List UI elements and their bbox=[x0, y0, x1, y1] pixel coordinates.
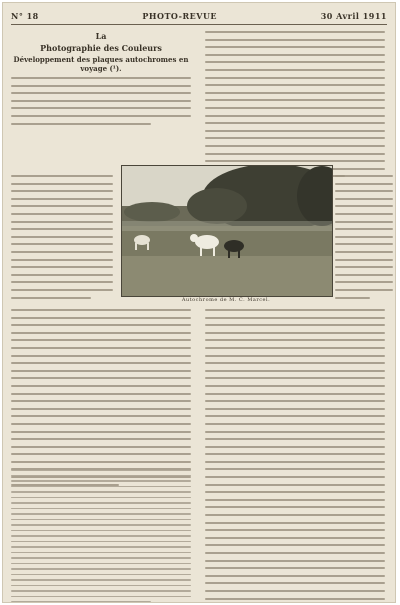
article-title-small: La bbox=[95, 31, 107, 41]
journal-name: PHOTO-REVUE bbox=[142, 11, 218, 21]
page-header bbox=[11, 9, 387, 23]
newspaper-page bbox=[2, 2, 396, 603]
left-narrow-text bbox=[11, 175, 113, 304]
left-text-top bbox=[11, 77, 191, 125]
header-rule bbox=[11, 24, 387, 25]
article-subtitle: Développement des plaques autochromes en voyage (¹). bbox=[13, 55, 189, 73]
footnotes bbox=[11, 469, 191, 603]
issue-number: N° 18 bbox=[11, 11, 39, 21]
right-narrow-text bbox=[335, 175, 393, 304]
autochrome-photo bbox=[121, 165, 333, 297]
issue-date: 30 Avril 1911 bbox=[320, 11, 387, 21]
left-column-bottom bbox=[11, 309, 191, 491]
figure-caption: Autochrome de M. C. Marcel. bbox=[181, 297, 271, 303]
right-column-bottom bbox=[205, 309, 385, 603]
left-column bbox=[11, 31, 191, 130]
cows-in-field-image bbox=[122, 166, 332, 296]
article-title: Photographie des Couleurs bbox=[40, 43, 162, 53]
right-column bbox=[205, 31, 385, 183]
